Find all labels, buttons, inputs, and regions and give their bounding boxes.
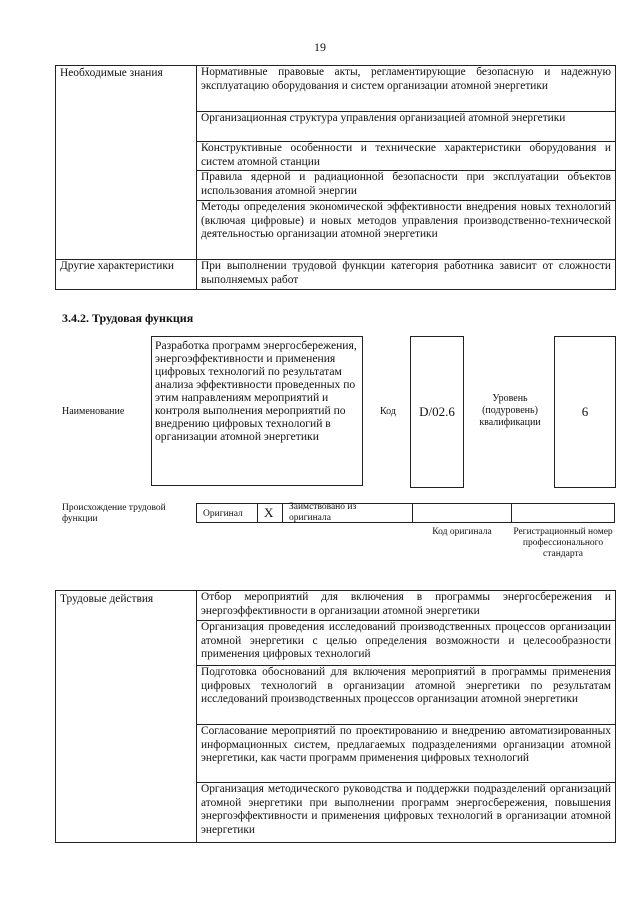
knowledge-item: Конструктивные особенности и технические характеристики оборудования и систем атомной станции: [197, 142, 616, 171]
knowledge-item: Организационная структура управления организацией атомной энергетики: [197, 112, 616, 142]
code-box: [410, 336, 464, 488]
level-box: [554, 336, 616, 488]
other-characteristics-text: При выполнении трудовой функции категория работника зависит от сложности выполняемых работ: [197, 260, 616, 290]
action-item: Организация методического руководства и поддержки подразделений организаций атомной энергетики при выполнении программ энергосбережения, повышения энергоэффективности и применения цифровых технологий в организации атомной энергетики: [197, 783, 616, 843]
actions-label: Трудовые действия: [56, 591, 197, 843]
level-value: 6: [581, 404, 589, 419]
knowledge-item: Методы определения экономической эффективности внедрения новых технологий (включая цифровые) и новых методов управления производственно-технической деятельностью организации атомной энергетики: [197, 201, 616, 260]
action-item: Отбор мероприятий для включения в программы энергосбережения и энергоэффективности в организации атомной энергетики: [197, 591, 616, 621]
origin-borrowed-cell: [282, 503, 413, 523]
actions-table: [55, 590, 616, 843]
table-row: [56, 260, 616, 290]
action-item: Подготовка обоснований для включения мероприятий в программы применения цифровых технологий в организации атомной энергетики по результатам исследований производственных процессов организации атомной энергетики: [197, 666, 616, 725]
reg-number-caption: Регистрационный номер профессионального стандарта: [513, 527, 613, 559]
name-label: Наименование: [62, 406, 125, 417]
origin-code-cell: [412, 503, 512, 523]
action-item: Организация проведения исследований производственных процессов организации атомной энергетики с целью определения возможности и целесообразности применения цифровых технологий: [197, 621, 616, 666]
page-number: 19: [314, 40, 326, 54]
action-item: Согласование мероприятий по проектированию и внедрению автоматизированных информационных систем, предлагаемых подразделениями организации атомной энергетики, как части программ применения цифровых технологий: [197, 725, 616, 783]
function-name-box: Разработка программ энергосбережения, энергоэффективности и применения цифровых технологий по результатам анализа эффективности проведенных по этим направлениям мероприятий и контроля выполнения мероприятий по внедрению цифровых технологий в организации атомной энергетики: [151, 336, 363, 486]
table-row: [56, 66, 616, 112]
origin-original-cell: [196, 503, 258, 523]
origin-label: Происхождение трудовой функции: [62, 503, 166, 524]
code-value: D/02.6: [419, 404, 455, 419]
knowledge-item: Правила ядерной и радиационной безопасности при эксплуатации объектов использования атомной энергии: [197, 171, 616, 201]
level-label: Уровень (подуровень) квалификации: [479, 393, 541, 428]
section-heading: 3.4.2. Трудовая функция: [62, 311, 194, 325]
original-mark: X: [264, 505, 274, 520]
code-label: Код: [380, 406, 396, 417]
knowledge-table: [55, 65, 616, 290]
knowledge-item: Нормативные правовые акты, регламентирующие безопасную и надежную эксплуатацию оборудования и систем организации атомной энергетики: [197, 66, 616, 112]
code-original-caption: Код оригинала: [432, 527, 492, 537]
table-row: [56, 591, 616, 621]
knowledge-label: Необходимые знания: [56, 66, 197, 260]
borrowed-label: Заимствовано из оригинала: [289, 502, 357, 523]
other-characteristics-label: Другие характеристики: [56, 260, 197, 290]
origin-mark-cell: [257, 503, 283, 523]
original-label: Оригинал: [203, 509, 243, 519]
origin-reg-cell: [511, 503, 615, 523]
